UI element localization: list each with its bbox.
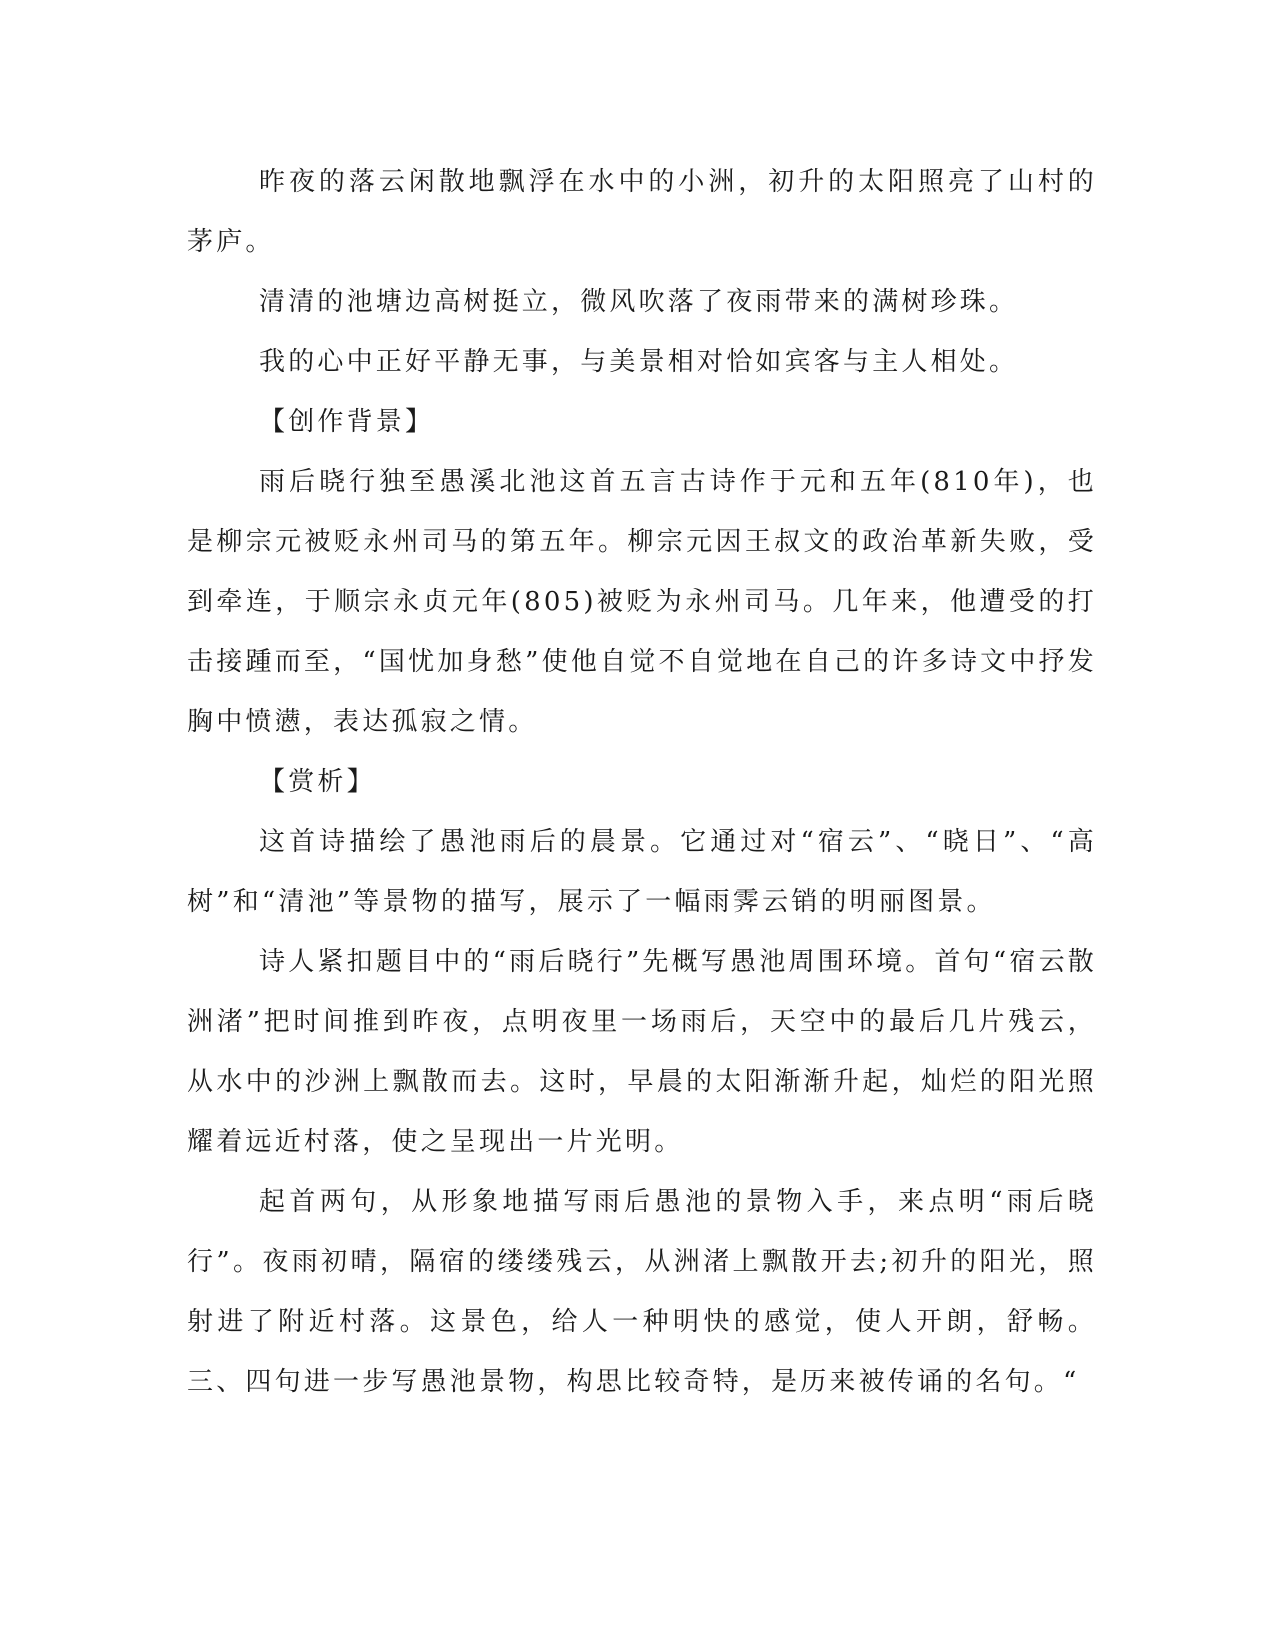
appreciation-paragraph-3: 起首两句，从形象地描写雨后愚池的景物入手，来点明“雨后晓行”。夜雨初晴，隔宿的缕缕残云，从洲渚上飘散开去;初升的阳光，照射进了附近村落。这景色，给人一种明快的感觉，使人开朗，舒畅。三、四句进一步写愚池景物，构思比较奇特，是历来被传诵的名句。“ (187, 1187, 1097, 1397)
translation-line-3: 我的心中正好平静无事，与美景相对恰如宾客与主人相处。 (259, 347, 1019, 377)
section-heading-appreciation: 【赏析】 (259, 767, 376, 797)
section-heading-background: 【创作背景】 (259, 407, 435, 437)
document-page (187, 152, 1097, 1412)
appreciation-paragraph-1: 这首诗描绘了愚池雨后的晨景。它通过对“宿云”、“晓日”、“高树”和“清池”等景物的描写，展示了一幅雨霁云销的明丽图景。 (187, 827, 1097, 917)
translation-line-2: 清清的池塘边高树挺立，微风吹落了夜雨带来的满树珍珠。 (259, 287, 1019, 317)
background-paragraph: 雨后晓行独至愚溪北池这首五言古诗作于元和五年(810年)，也是柳宗元被贬永州司马的第五年。柳宗元因王叔文的政治革新失败，受到牵连，于顺宗永贞元年(805)被贬为永州司马。几年来，他遭受的打击接踵而至，“国忧加身愁”使他自觉不自觉地在自己的许多诗文中抒发胸中愤懑，表达孤寂之情。 (187, 467, 1097, 737)
translation-line-1: 昨夜的落云闲散地飘浮在水中的小洲，初升的太阳照亮了山村的茅庐。 (187, 167, 1097, 257)
appreciation-paragraph-2: 诗人紧扣题目中的“雨后晓行”先概写愚池周围环境。首句“宿云散洲渚”把时间推到昨夜，点明夜里一场雨后，天空中的最后几片残云，从水中的沙洲上飘散而去。这时，早晨的太阳渐渐升起，灿烂的阳光照耀着远近村落，使之呈现出一片光明。 (187, 947, 1097, 1157)
